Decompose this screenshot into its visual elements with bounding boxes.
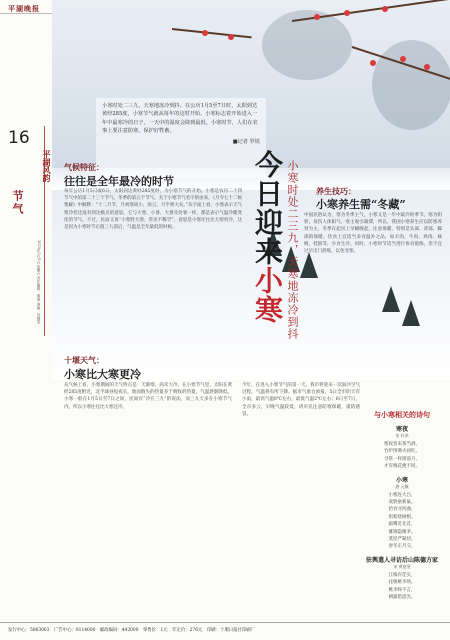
poem-author: 宋 杜耒	[395, 433, 409, 438]
masthead: 平湖晚报	[8, 4, 40, 13]
footer-divider	[0, 622, 450, 623]
poem-line: 竹炉汤沸火初红。	[384, 449, 420, 455]
article3-body-col1: 从气候上看，小寒期间的天气特点是：天渐寒，尚未大冷。在小寒节气里，太阳在黄经285度附近，北半球昼短夜长，地面散失的热量多于吸收的热量，气温逐渐降低。小寒一般在1月5日至7日之间，民间有“冷在三九”的说法，而三九天多在小寒节气内，所以小寒往往比大寒还冷。	[64, 383, 232, 410]
poems-title: 与小寒相关的诗句	[374, 410, 430, 419]
article3-body-col2: 今年，在进入小寒节气的第一天，我市将迎来一次弱冷空气过程，气温将有所下降。据市气象台预报，5日全市阴天有小雨，最高气温8℃左右，最低气温2℃左右；6日至7日，全市多云，早晚气温较低，请市民注意防寒保暖，谨防感冒。	[242, 383, 360, 417]
plum-blossom	[344, 10, 350, 16]
poem-line: 欢鹊垒新巢。	[388, 500, 416, 506]
article2-title: 小寒养生需“冬藏”	[316, 198, 406, 211]
poem-line: 春冬正月交。	[388, 544, 416, 550]
section-stamp: 平湖风韵	[42, 150, 52, 182]
article1-body: 每年公历1月5日或6日，太阳到达黄经285度时，为小寒节气的开始。小寒是农历二十四节气中的第二十三个节气，冬季的第五个节气。关于小寒节气名字的由来，《月令七十二候集解》中解释：“十二月节，月初寒尚小，故云，月半则大矣。”从字面上看，小寒表示天气寒冷但还没有到达极点的意思。它与大寒、小暑、大暑及处暑一样，都是表示气温冷暖变化的节气。不过，民谚又说“小寒胜大寒，常见不稀罕”，意思是小寒往往比大寒更冷，这是因为小寒时节正值三九前后，气温是全年最低的时候。	[64, 189, 242, 231]
poem-name: 驻舆遣人寻访后山陈德方家	[365, 556, 438, 564]
section-label: 节气	[11, 190, 24, 216]
snow-tree-shape	[262, 10, 352, 80]
article3-title: 小寒比大寒更冷	[64, 368, 141, 381]
poem-name: 小寒	[395, 476, 408, 484]
byline: ■记者 罗锐	[232, 138, 260, 145]
footer-info: 发行中心：5063063 广告中心：8114000 邮政编码：442000 零售价：1元 年定价：276元 印刷：十堰日报社印刷厂	[8, 628, 256, 633]
plum-blossom	[202, 30, 208, 36]
headline-line1: 今日迎来	[251, 150, 284, 266]
poem-author: 宋 黄庭坚	[393, 563, 411, 569]
intro-quote-text: 小寒时处二三九，天寒地冻冷到抖。在公历1月5至7日时，太阳到达黄经285度，小寒节气就从每年的这时开始。小寒标志着开始进入一年中最寒冷的日子，一天中的温度会降到最低。小寒时节，人们在农事上要注意防寒，保护好牲畜。	[102, 103, 258, 135]
poem-line: 桃李终不言，	[388, 587, 416, 593]
plum-blossom	[228, 34, 234, 40]
poem-line: 雊雉隐聚茅。	[388, 529, 416, 535]
pine-tree	[382, 286, 400, 312]
poem-lines	[360, 441, 444, 471]
snow-tree-shape	[372, 40, 450, 130]
intro-quote	[96, 98, 266, 178]
headline	[244, 150, 284, 324]
page-number: 16	[8, 128, 30, 148]
article1-title: 往往是全年最冷的时节	[64, 175, 174, 188]
pine-tree	[300, 252, 318, 278]
poem-line: 托根桃李场。	[388, 580, 416, 586]
poem-line: 霜鹰近北首，	[388, 522, 416, 528]
plum-branch	[172, 28, 252, 38]
poem-line: 小寒连大吕，	[388, 492, 416, 498]
poem-lines	[360, 492, 444, 551]
poem-line: 才有梅花便不同。	[384, 464, 420, 470]
poem-lines	[360, 572, 444, 602]
headline-line2: 小寒	[251, 266, 284, 324]
poem-line: 衔紫绕树梢。	[388, 514, 416, 520]
poem-line: 寒夜客来茶当酒，	[384, 442, 420, 447]
poem-line: 拾食寻河曲，	[388, 507, 416, 513]
article1-kicker: 气候特征：	[64, 162, 104, 172]
plum-blossom	[424, 64, 430, 70]
article2-body: 中国民俗认为，寒为冬季主气，小寒又是一年中最冷的季节。寒为阴邪，易伤人体阳气。寒主收引凝滞，所以，我国小寒养生应以防寒养肾为主，冬季在起居上早睡晚起，注意保暖，特别是头部、背部、脚部的保暖。饮食上宜适当多食温补之品，如羊肉、牛肉、鸡肉、核桃、桂圆等，少食生冷。同时，小寒时节适当进行体育锻炼，但不宜过早出门晨练，以免受寒。	[304, 213, 442, 255]
edition-meta: 2019年1月5日 星期六 责任编辑：秦瑜 美编：吴晓雯	[37, 240, 41, 324]
article3-kicker: 十堰天气：	[64, 355, 104, 365]
poem-name: 寒夜	[395, 426, 408, 433]
article2-kicker: 养生技巧：	[316, 186, 356, 196]
plum-blossom	[314, 14, 320, 20]
poems-box	[360, 410, 444, 620]
poem-line: 寻常一样窗前月，	[384, 456, 420, 462]
pine-tree	[402, 300, 420, 326]
poem-line: 朝露借恩光。	[388, 595, 416, 601]
plum-blossom	[400, 56, 406, 62]
poem-line: 莫怪严凝切，	[388, 537, 416, 543]
poem-line: 江梅有佳实，	[388, 572, 416, 578]
plum-blossom	[382, 6, 388, 12]
headline-subtitle: 小寒时处二三九，天寒地冻冷到抖	[286, 160, 299, 340]
poem-author: 唐 元稹	[395, 483, 409, 489]
plum-blossom	[370, 60, 376, 66]
